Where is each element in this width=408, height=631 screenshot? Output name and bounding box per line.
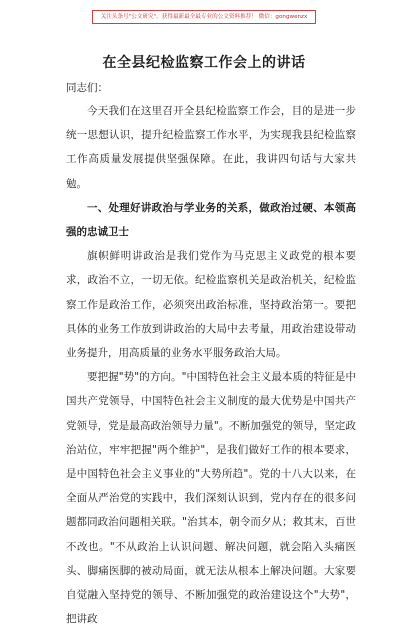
paragraph-politics: 旗帜鲜明讲政治是我们党作为马克思主义政党的根本要求，政治不立，一切无依。纪检监察机关是政治机关，纪检监察工作是政治工作，必须突出政治标准，坚持政治第一。要把具体的业务工作放到讲政治的大局中去考量，用政治建设带动业务提升，用高质量的业务水平服务政治大局。 (66, 250, 356, 360)
promo-banner (92, 10, 316, 24)
paragraph-direction: 要把握"势"的方向。"中国特色社会主义最本质的特征是中国共产党领导，中国特色社会主义制度的最大优势是中国共产党领导，党是最高政治领导力量"。不断加强党的领导，坚定政治站位，牢牢把握"两个维护"，是我们做好工作的根本要求，是中国特色社会主义事业的"大势所趋"。党的十八大以来，在全面从严治党的实践中，我们深刻认识到，党内存在的很多问题都同政治问题相关联。"治其本，朝令而夕从；救其末，百世不改也。"不从政治上认识问题、解决问题，就会陷入头痛医头、脚痛医脚的被动局面，就无法从根本上解决问题。大家要自觉融入坚持党的领导、不断加强党的政治建设这个"大势"，把讲政 (66, 371, 356, 626)
document-body (66, 99, 356, 631)
section-heading-1: 一、处理好讲政治与学业务的关系，做政治过硬、本领高强的忠诚卫士 (66, 201, 356, 239)
promo-banner-text: 关注头条号"公文研究"，获得最新最全最专业的公文资料推荐！ 微信：gongwenzx (100, 14, 308, 20)
document-title: 在全县纪检监察工作会上的讲话 (102, 55, 306, 71)
paragraph-intro: 今天我们在这里召开全县纪检监察工作会，目的是进一步统一思想认识，提升纪检监察工作水平，为实现我县纪检监察工作高质量发展提供坚强保障。在此，我讲四句话与大家共勉。 (66, 105, 356, 190)
greeting: 同志们： (66, 82, 108, 94)
